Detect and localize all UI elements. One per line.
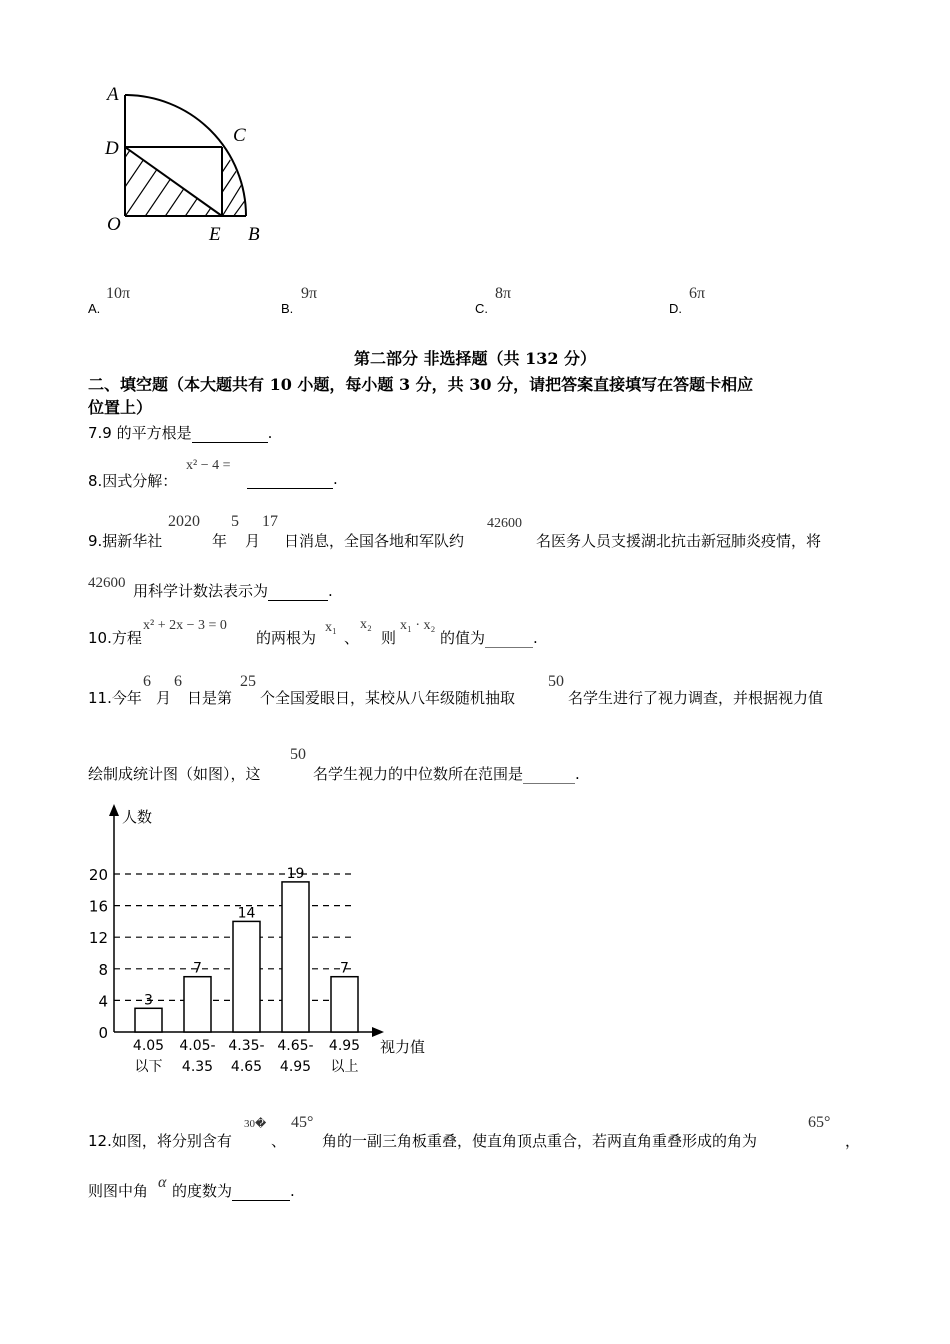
q9-text1: 日消息，全国各地和军队约 <box>284 532 465 550</box>
y-tick-label: 8 <box>98 960 108 979</box>
section2-header-line1: 二、填空题（本大题共有 10 小题，每小题 3 分，共 30 分，请把答案直接填写在答题卡相应 <box>88 375 754 394</box>
label-O: O <box>107 214 121 235</box>
q9-month: 5 <box>231 513 239 530</box>
q11-text1: 日是第 <box>187 689 233 707</box>
hatch-segment <box>205 138 265 228</box>
x-tick-label: 4.05 <box>132 1038 165 1054</box>
q11-k: 50 <box>548 673 564 690</box>
q12-comma: ， <box>845 1132 861 1150</box>
q10-prefix: 10.方程 <box>88 629 142 647</box>
x-tick-label: 4.65- <box>277 1038 314 1054</box>
answer-blank-12[interactable] <box>232 1182 290 1201</box>
question-7: 7.9 的平方根是 . <box>88 424 273 442</box>
q12-prefix: 12.如图，将分别含有 <box>88 1132 232 1150</box>
x-tick-label: 4.95 <box>328 1038 361 1054</box>
q11-line2a: 绘制成统计图（如图），这 <box>88 765 261 783</box>
answer-blank-10[interactable] <box>485 629 533 648</box>
bar <box>184 977 211 1032</box>
x-axis-arrow <box>372 1027 384 1037</box>
label-B: B <box>248 224 260 245</box>
q9-nian: 年 <box>212 532 228 550</box>
y-axis-arrow <box>109 804 119 816</box>
q9-yue: 月 <box>245 532 261 550</box>
q8-answer: . <box>247 470 338 489</box>
answer-blank-9[interactable] <box>268 582 328 601</box>
geometry-svg <box>95 78 275 248</box>
question-8: 8.因式分解： <box>88 472 178 490</box>
label-C: C <box>233 125 246 146</box>
x-tick-label: 以上 <box>330 1059 359 1075</box>
y-tick-label: 16 <box>88 897 108 916</box>
y-tick-label: 12 <box>88 929 108 948</box>
geometry-figure <box>95 78 275 248</box>
bar-value-label: 7 <box>193 960 202 977</box>
x-tick-label: 4.35- <box>228 1038 265 1054</box>
bar-value-label: 3 <box>144 992 153 1009</box>
q10-x2: x₂ <box>360 617 372 632</box>
q9-num: 42600 <box>487 516 522 531</box>
bar <box>282 882 309 1032</box>
x-axis-label: 视力值 <box>380 1038 426 1056</box>
q9-day: 17 <box>262 513 278 530</box>
x-tick-label: 4.35 <box>181 1059 214 1075</box>
q9-num2: 42600 <box>88 575 126 591</box>
q11-text2: 个全国爱眼日，某校从八年级随机抽取 <box>260 689 516 707</box>
q12-sep: 、 <box>271 1132 287 1150</box>
q11-text3: 名学生进行了视力调查，并根据视力值 <box>568 689 824 707</box>
q11-d: 6 <box>174 673 182 690</box>
q10-ze: 则 <box>381 629 397 647</box>
x-tick-label: 4.95 <box>279 1059 312 1075</box>
bar-chart <box>80 800 440 1090</box>
q11-k2: 50 <box>290 746 306 763</box>
q10-prod: x₁ · x₂ <box>400 618 436 633</box>
q8-math: x² − 4 = <box>186 458 231 473</box>
q10-text1: 的两根为 <box>256 629 317 647</box>
q12-alpha: α <box>158 1174 167 1191</box>
y-tick-label: 4 <box>98 992 108 1011</box>
section2-header-line2: 位置上） <box>88 398 153 417</box>
q11-yue: 月 <box>156 689 172 707</box>
q11-n: 25 <box>240 673 256 690</box>
q10-sep: 、 <box>344 629 360 647</box>
y-tick-label: 0 <box>98 1024 108 1042</box>
bar-chart-svg <box>80 800 440 1090</box>
q12-a30: 30� <box>244 1118 267 1130</box>
q11-prefix: 11.今年 <box>88 689 142 707</box>
bar <box>331 977 358 1032</box>
bar-value-label: 7 <box>340 960 349 977</box>
q9-text2: 名医务人员支援湖北抗击新冠肺炎疫情，将 <box>536 532 822 550</box>
label-E: E <box>209 224 221 245</box>
answer-blank-11[interactable] <box>523 765 575 784</box>
part2-title: 第二部分 非选择题（共 132 分） <box>353 349 597 368</box>
label-D: D <box>105 138 119 159</box>
y-tick-label: 20 <box>88 866 108 884</box>
q10-x1: x₁ <box>325 620 337 635</box>
q12-text1: 角的一副三角板重叠，使直角顶点重合，若两直角重叠形成的角为 <box>322 1132 758 1150</box>
bar <box>135 1008 162 1032</box>
y-axis-label: 人数 <box>122 808 153 826</box>
x-tick-label: 4.05- <box>179 1038 216 1054</box>
q12-a65: 65° <box>808 1114 831 1131</box>
q11-line2b-wrap: 名学生视力的中位数所在范围是 . <box>313 765 580 783</box>
q12-line2a: 则图中角 <box>88 1182 149 1200</box>
label-A: A <box>107 84 119 105</box>
q9-year: 2020 <box>168 513 200 530</box>
q10-answer: 的值为 . <box>440 629 538 647</box>
bar-value-label: 19 <box>286 865 305 882</box>
q9-line2: 用科学计数法表示为 . <box>133 582 333 600</box>
answer-blank-8[interactable] <box>247 470 333 489</box>
x-tick-label: 以下 <box>134 1059 163 1075</box>
bar <box>233 921 260 1032</box>
answer-blank-7[interactable] <box>192 424 268 443</box>
q12-line2b-wrap: 的度数为 . <box>172 1182 295 1200</box>
q10-eq: x² + 2x − 3 = 0 <box>143 618 227 633</box>
bar-value-label: 14 <box>237 905 256 922</box>
x-tick-label: 4.65 <box>230 1059 263 1075</box>
q12-a45: 45° <box>291 1114 314 1131</box>
q11-m: 6 <box>143 673 151 690</box>
q9-prefix: 9.据新华社 <box>88 532 163 550</box>
